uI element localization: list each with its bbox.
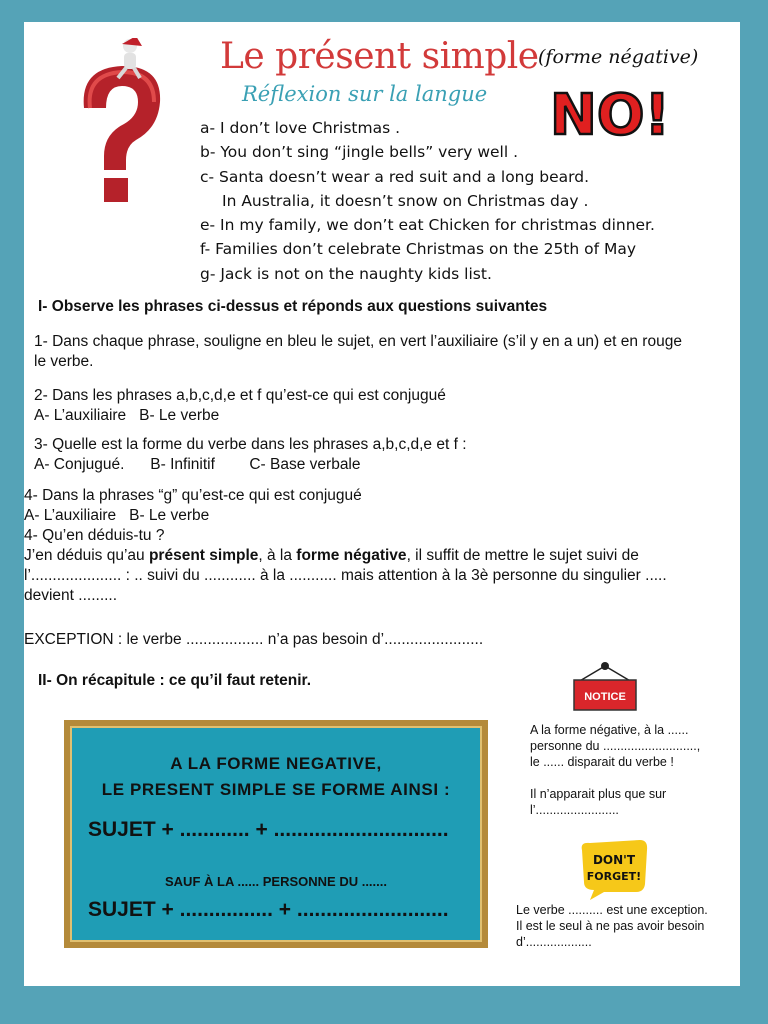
notice-text-1: A la forme négative, à la ...... personne du ..........................., le ...... disparait du verbe ! — [530, 723, 701, 769]
no-badge-text: NO! — [550, 83, 671, 142]
sentence-a: a- I don’t love Christmas . — [200, 119, 401, 137]
question-mark-figure-icon — [66, 38, 176, 208]
page-subtitle: Réflexion sur la langue — [242, 82, 488, 106]
deduction-text — [24, 546, 704, 606]
section-2-heading: II- On récapitule : ce qu’il faut retenir. — [38, 672, 312, 689]
question-4-options: A- L’auxiliaire B- Le verbe — [24, 507, 210, 524]
deduction-part-3: , il suffit de mettre le sujet suivi de l’..................... : .. suivi du ............ à la ........... mais attention à la 3è personne du singulier ..... devient ......... — [24, 547, 667, 604]
board-formula-1: SUJET + ............ + .............................. — [88, 818, 449, 841]
sentence-g: g- Jack is not on the naughty kids list. — [200, 264, 492, 283]
sentence-e: e- In my family, we don’t eat Chicken for christmas dinner. — [200, 216, 655, 235]
sentence-b: b- You don’t sing “jingle bells” very well . — [200, 143, 519, 162]
summary-board — [64, 720, 488, 948]
question-2-options: A- L’auxiliaire B- Le verbe — [34, 407, 220, 424]
board-exception-line: SAUF À LA ...... PERSONNE DU ....... — [165, 874, 387, 889]
question-2 — [34, 386, 684, 426]
exception-line: EXCEPTION : le verbe .................. n’a pas besoin d’....................... — [24, 631, 484, 648]
board-formula-2: SUJET + ................ + .......................... — [88, 898, 449, 921]
worksheet — [24, 22, 740, 986]
sentence-f: f- Families don’t celebrate Christmas on the 25th of May — [200, 240, 637, 259]
board-line-2: LE PRESENT SIMPLE SE FORME AINSI : — [101, 780, 451, 799]
dont-forget-icon — [576, 840, 650, 900]
question-5-text: 4- Qu’en déduis-tu ? — [24, 527, 165, 544]
question-4 — [24, 486, 704, 606]
question-2-text: 2- Dans les phrases a,b,c,d,e et f qu’est-ce qui est conjugué — [34, 387, 446, 404]
notice-label: NOTICE — [584, 691, 626, 703]
board-line-1: A LA FORME NEGATIVE, — [170, 754, 382, 773]
summary-board-inner — [70, 726, 482, 942]
sentence-d: In Australia, it doesn’t snow on Christmas day . — [222, 191, 589, 210]
notice-sign-icon — [572, 660, 638, 716]
deduction-part-1: J’en déduis qu’au — [24, 547, 149, 564]
page-title: Le présent simple — [220, 36, 539, 77]
forme-label: (forme négative) — [538, 46, 699, 68]
dont-forget-label-2: FORGET! — [586, 870, 642, 883]
deduction-bold-2: forme négative — [296, 547, 407, 564]
section-1-heading: I- Observe les phrases ci-dessus et réponds aux questions suivantes — [38, 298, 548, 315]
deduction-part-2: , à la — [258, 547, 297, 564]
question-3-options: A- Conjugué. B- Infinitif C- Base verbale — [34, 456, 361, 473]
notice-text-2: Il n’apparait plus que sur l’........................ — [530, 787, 667, 817]
question-3 — [34, 435, 684, 475]
example-sentences — [200, 116, 736, 286]
dont-forget-text: Le verbe .......... est une exception. Il est le seul à ne pas avoir besoin d’................... — [516, 903, 708, 949]
question-3-text: 3- Quelle est la forme du verbe dans les phrases a,b,c,d,e et f : — [34, 436, 467, 453]
dont-forget-label-1: DON'T — [592, 853, 636, 867]
sentence-c: c- Santa doesn’t wear a red suit and a long beard. — [200, 167, 590, 186]
question-4-text: 4- Dans la phrases “g” qu’est-ce qui est conjugué — [24, 487, 362, 504]
notice-text — [530, 722, 710, 818]
question-1: 1- Dans chaque phrase, souligne en bleu le sujet, en vert l’auxiliaire (s’il y en a un) et en rouge le verbe. — [34, 333, 682, 370]
deduction-bold-1: présent simple — [148, 547, 259, 564]
